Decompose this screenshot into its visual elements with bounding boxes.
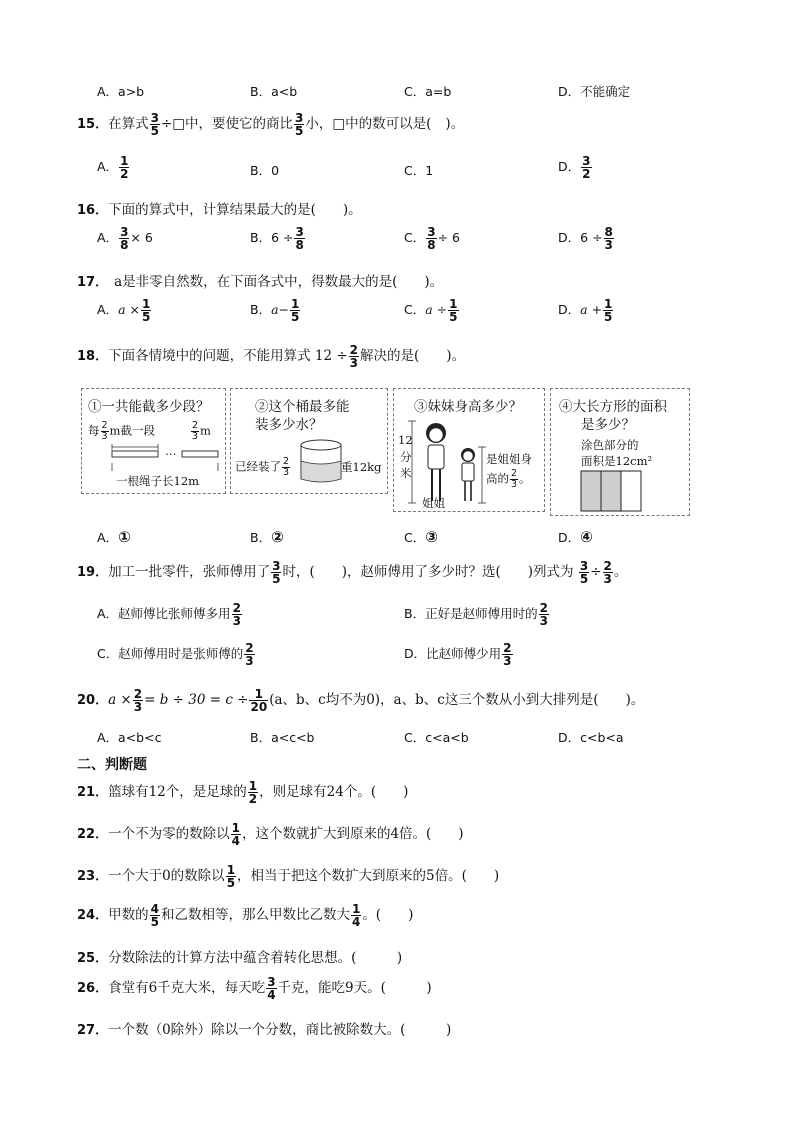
question-number: 20． — [77, 693, 109, 708]
q21: 21．篮球有12个，是足球的 $\frac{1}{2}$ ，则足球有24个。( ) — [77, 779, 409, 806]
scenario-panel-3 — [393, 388, 545, 512]
q22: 22．一个不为零的数除以 $\frac{1}{4}$ ，这个数就扩大到原来的4倍。( ) — [77, 821, 464, 848]
q27: 27．一个数（0除外）除以一个分数，商比被除数大。( ) — [77, 1022, 452, 1038]
bucket-icon — [231, 389, 389, 495]
q20-text: (a、b、c均不为0)，a、b、c这三个数从小到大排列是( )。 — [269, 692, 645, 708]
q20-option-d[interactable]: D．c<b<a — [558, 730, 624, 745]
panel-2-title-2: 装多少水？ — [255, 417, 323, 433]
ellipsis: … — [165, 444, 177, 458]
q17-option-c[interactable]: C．a ÷ $\frac{1}{5}$ — [404, 297, 458, 324]
q18-option-d[interactable]: D．④ — [558, 528, 593, 546]
fraction: $\frac{3}{5}$ — [150, 111, 159, 138]
q15-option-c[interactable]: C．1 — [404, 163, 434, 178]
panel-3-title: ③妹妹身高多少？ — [414, 399, 522, 415]
q18-option-c[interactable]: C．③ — [404, 528, 438, 546]
panel-3-bottom: 姐姐 — [422, 496, 445, 510]
q15-text-2: ÷□中，要使它的商比 — [160, 116, 294, 132]
question-number: 16． — [77, 203, 109, 218]
question-number: 22． — [77, 827, 109, 842]
q15-text-3: 小，□中的数可以是( — [305, 116, 432, 132]
q17-option-a[interactable]: A．a × $\frac{1}{5}$ — [97, 297, 151, 324]
panel-4-text-1: 涂色部分的 — [581, 438, 639, 452]
q14-option-b[interactable]: B．a<b — [250, 84, 298, 99]
q19-option-c[interactable]: C．赵师傅用时是张师傅的 $\frac{2}{3}$ — [97, 641, 254, 668]
panel-1-title: ①一共能截多少段？ — [88, 399, 210, 415]
q25: 25．分数除法的计算方法中蕴含着转化思想。( ) — [77, 950, 403, 966]
scenario-panel-1 — [81, 388, 226, 494]
q16-option-a[interactable]: A． $\frac{3}{8}$ × 6 — [97, 225, 153, 252]
question-number: 17． — [77, 275, 109, 290]
q16-stem — [77, 198, 362, 218]
scenario-panel-4 — [550, 388, 690, 516]
height-unit-2: 米 — [400, 466, 412, 480]
q19-text-2: 时，( )，赵师傅用了多少时？选( )列式为 — [282, 564, 574, 580]
q14-option-d[interactable]: D．不能确定 — [558, 84, 631, 99]
panel-4-title-2: 是多少？ — [581, 417, 635, 433]
q20-eq-2: = b ÷ 30 = c ÷ — [144, 692, 249, 708]
q19-option-a[interactable]: A．赵师傅比张师傅多用 $\frac{2}{3}$ — [97, 601, 241, 628]
panel-3-right-2: 高的 $\frac{2}{3}$ 。 — [486, 468, 531, 490]
q19-text-1: 加工一批零件，张师傅用了 — [108, 564, 271, 580]
question-number: 18． — [77, 349, 109, 364]
question-number: 23． — [77, 869, 109, 884]
question-number: 25． — [77, 951, 109, 966]
q15-option-a[interactable]: A． $\frac{1}{2}$ — [97, 154, 129, 181]
q19-option-d[interactable]: D．比赵师傅少用 $\frac{2}{3}$ — [404, 641, 512, 668]
q20-stem: 20．a × $\frac{2}{3}$ = b ÷ 30 = c ÷ $\frac{1}{20}$ (a、b、c均不为0)，a、b、c这三个数从小到大排列是( )。 — [77, 687, 645, 714]
q14-option-c[interactable]: C．a=b — [404, 84, 452, 99]
panel-2-title-1: ②这个桶最多能 — [255, 399, 350, 415]
q15-text-1: 在算式 — [108, 116, 149, 132]
panel-3-right-1: 是姐姐身 — [486, 452, 532, 466]
q17-option-d[interactable]: D．a + $\frac{1}{5}$ — [558, 297, 613, 324]
q18-option-a[interactable]: A．① — [97, 528, 131, 546]
q15-stem — [77, 112, 464, 137]
q15-option-d[interactable]: D． $\frac{3}{2}$ — [558, 154, 591, 181]
q26: 26．食堂有6千克大米，每天吃 $\frac{3}{4}$ 千克，能吃9天。( ) — [77, 975, 432, 1002]
q19-stem: 19．加工一批零件，张师傅用了 $\frac{3}{5}$ 时，( )，赵师傅用了多少时？选( )列式为 $\frac{3}{5}$ ÷ $\frac{2}{3}$ 。 — [77, 559, 628, 586]
q20-option-c[interactable]: C．c<a<b — [404, 730, 469, 745]
panel-2-filled-label: 已经装了 $\frac{2}{3}$ — [235, 456, 290, 478]
q18-stem: 18．下面各情境中的问题，不能用算式 12 ÷ $\frac{2}{3}$ 解决的是( )。 — [77, 343, 466, 370]
question-number: 27． — [77, 1023, 109, 1038]
question-number: 24． — [77, 908, 109, 923]
height-unit-1: 分 — [400, 450, 412, 464]
q16-option-b[interactable]: B．6 ÷ $\frac{3}{8}$ — [250, 225, 304, 252]
scenario-panel-2 — [230, 388, 388, 494]
q19-option-b[interactable]: B．正好是赵师傅用时的 $\frac{2}{3}$ — [404, 601, 548, 628]
q20-option-a[interactable]: A．a<b<c — [97, 730, 162, 745]
question-number: 15． — [77, 117, 109, 132]
rectangle-diagram — [551, 389, 691, 517]
q16-option-d[interactable]: D．6 ÷ $\frac{8}{3}$ — [558, 225, 613, 252]
section-heading: 二、判断题 — [77, 757, 147, 773]
question-number: 21． — [77, 785, 109, 800]
question-number: 19． — [77, 565, 109, 580]
q17-text: a是非零自然数，在下面各式中，得数最大的是( )。 — [114, 274, 444, 290]
q18-text-1: 下面各情境中的问题，不能用算式 12 ÷ — [108, 348, 348, 364]
q15-option-b[interactable]: B．0 — [250, 163, 280, 178]
panel-4-title-1: ④大长方形的面积 — [559, 399, 667, 415]
q17-stem — [77, 270, 443, 290]
panel-2-weight: 重12kg — [341, 460, 382, 474]
q15-text-4: )。 — [445, 116, 465, 132]
q18-option-b[interactable]: B．② — [250, 528, 284, 546]
q20-option-b[interactable]: B．a<c<b — [250, 730, 315, 745]
q20-eq-1: a × — [108, 692, 132, 708]
fraction: $\frac{3}{5}$ — [295, 111, 304, 138]
q24: 24．甲数的 $\frac{4}{5}$ 和乙数相等，那么甲数比乙数大 $\frac{1}{4}$ 。( ) — [77, 902, 414, 929]
panel-1-each-label: 每 $\frac{2}{3}$ m截一段 — [88, 420, 155, 442]
q18-text-2: 解决的是( )。 — [360, 348, 466, 364]
panel-1-unit: $\frac{2}{3}$ m — [192, 420, 211, 442]
q17-option-b[interactable]: B．a− $\frac{1}{5}$ — [250, 297, 300, 324]
question-number: 26． — [77, 981, 109, 996]
panel-4-text-2: 面积是12cm² — [581, 454, 653, 468]
q14-option-a[interactable]: A．a>b — [97, 84, 145, 99]
panel-1-bottom: 一根绳子长12m — [116, 474, 200, 488]
q16-option-c[interactable]: C． $\frac{3}{8}$ ÷ 6 — [404, 225, 460, 252]
q16-text: 下面的算式中，计算结果最大的是( )。 — [108, 202, 362, 218]
height-value: 12 — [398, 433, 413, 447]
q23: 23．一个大于0的数除以 $\frac{1}{5}$ ，相当于把这个数扩大到原来的5倍。( ) — [77, 863, 500, 890]
